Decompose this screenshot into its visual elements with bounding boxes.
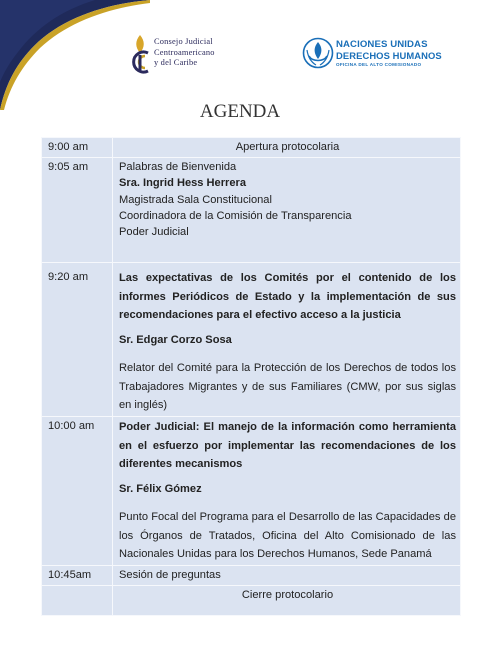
table-row [42, 263, 461, 417]
item-cell: Sesión de preguntas [113, 566, 461, 586]
item-cell [113, 417, 461, 566]
speaker-name: Sr. Edgar Corzo Sosa [119, 334, 232, 347]
ccj-logo [126, 33, 246, 77]
speaker-name: Sr. Félix Gómez [119, 483, 202, 496]
item-cell: Cierre protocolario [113, 586, 461, 616]
table-row [42, 138, 461, 158]
ccj-logo-line: y del Caribe [154, 58, 198, 68]
ccj-logo-line: Centroamericano [154, 47, 215, 57]
table-row [42, 417, 461, 566]
un-logo-line2: DERECHOS HUMANOS [336, 50, 442, 61]
time-cell: 9:05 am [42, 158, 113, 263]
item-cell: Apertura protocolaria [113, 138, 461, 158]
session-topic: Poder Judicial: El manejo de la información como herramienta en el esfuerzo por implementar las recomendaciones de los diferentes mecanismos [119, 421, 456, 470]
un-emblem-icon [302, 36, 334, 70]
ccj-emblem-icon [126, 33, 154, 77]
item-cell [113, 158, 461, 263]
agenda-table [41, 137, 461, 616]
ccj-logo-text [154, 37, 215, 69]
un-logo-line1: NACIONES UNIDAS [336, 39, 428, 50]
table-row [42, 586, 461, 616]
table-row [42, 158, 461, 263]
un-logo-text [336, 39, 442, 68]
un-human-rights-logo [302, 36, 452, 72]
speaker-role: Punto Focal del Programa para el Desarrollo de las Capacidades de los Órganos de Tratados, Oficina del Alto Comisionado de las Nacionales Unidas para los Derechos Humanos, Sede Panamá [119, 511, 456, 560]
item-line: Palabras de Bienvenida [119, 161, 237, 174]
page-title: AGENDA [199, 101, 281, 122]
speaker-role: Relator del Comité para la Protección de los Derechos de todos los Trabajadores Migrantes y de sus Familiares (CMW, por sus siglas en inglés) [119, 362, 456, 411]
speaker-role: Magistrada Sala Constitucional [119, 193, 272, 206]
un-logo-line3: OFICINA DEL ALTO COMISIONADO [336, 62, 422, 67]
time-cell [42, 586, 113, 616]
speaker-role: Coordinadora de la Comisión de Transparencia [119, 209, 352, 222]
speaker-name: Sra. Ingrid Hess Herrera [119, 177, 247, 190]
table-row [42, 566, 461, 586]
time-cell: 10:00 am [42, 417, 113, 566]
session-topic: Las expectativas de los Comités por el contenido de los informes Periódicos de Estado y la implementación de sus recomendaciones para el efectivo acceso a la justicia [119, 272, 456, 321]
time-cell: 10:45am [42, 566, 113, 586]
ccj-logo-line: Consejo Judicial [154, 37, 213, 46]
item-cell [113, 263, 461, 417]
time-cell: 9:00 am [42, 138, 113, 158]
speaker-role: Poder Judicial [119, 226, 189, 239]
time-cell: 9:20 am [42, 263, 113, 417]
